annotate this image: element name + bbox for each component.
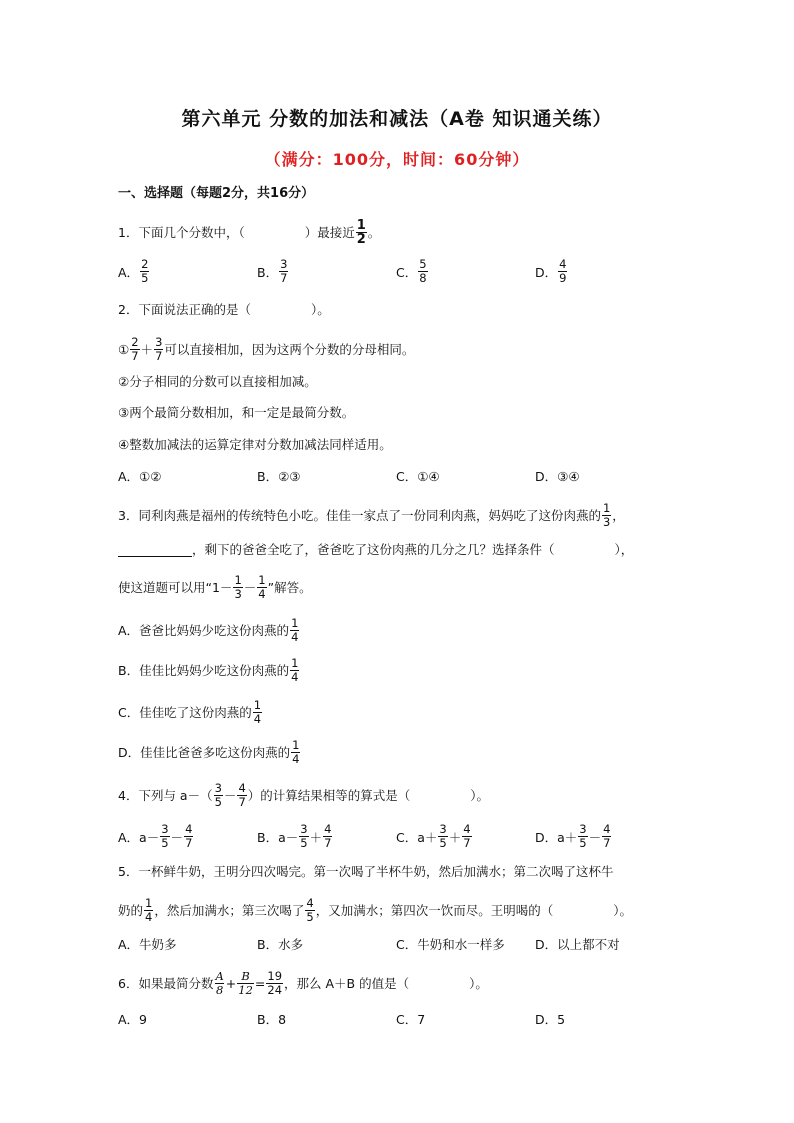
q6-option-a: A．9 xyxy=(118,1012,148,1027)
q1-option-d: D． $\frac{4}{9}$ xyxy=(535,257,567,285)
q2-option-a: A．①② xyxy=(118,469,162,484)
question-3-line-1: 3．同利肉燕是福州的传统特色小吃。佳佳一家点了一份同利肉燕，妈妈吃了这份肉燕的 $\frac{1}{3}$ ， xyxy=(118,501,625,529)
question-2-stem: 2．下面说法正确的是（ ）。 xyxy=(118,302,330,317)
question-6-stem: 6．如果最简分数 $\frac{A}{8}$ + $\frac{B}{12}$ = $\frac{19}{24}$ ，那么 A＋B 的值是（ ）。 xyxy=(118,969,488,997)
q2-statement-3: ③两个最简分数相加，和一定是最简分数。 xyxy=(118,405,355,420)
q3-option-d: D．佳佳比爸爸多吃这份肉燕的 $\frac{1}{4}$ xyxy=(118,738,300,766)
answer-underline xyxy=(118,544,192,557)
q2-statement-4: ④整数加减法的运算定律对分数加减法同样适用。 xyxy=(118,437,392,452)
q2-statement-2: ②分子相同的分数可以直接相加减。 xyxy=(118,374,317,389)
q4-option-c: C．a＋ $\frac{3}{5}$ ＋ $\frac{4}{7}$ xyxy=(396,822,471,850)
q6-option-b: B．8 xyxy=(257,1012,287,1027)
question-4-stem: 4．下列与 a－（ $\frac{3}{5}$ － $\frac{4}{7}$ ）的计算结果相等的算式是（ ）。 xyxy=(118,781,490,809)
q3-option-c: C．佳佳吃了这份肉燕的 $\frac{1}{4}$ xyxy=(118,698,262,726)
section-heading: 一、选择题（每题2分，共16分） xyxy=(118,186,315,201)
q4-option-a: A．a－ $\frac{3}{5}$ － $\frac{4}{7}$ xyxy=(118,822,193,850)
question-3-line-3: 使这道题可以用“1－ $\frac{1}{3}$ － $\frac{1}{4}$ ”解答。 xyxy=(118,573,312,601)
q3-option-a: A．爸爸比妈妈少吃这份肉燕的 $\frac{1}{4}$ xyxy=(118,616,299,644)
q4-option-b: B．a－ $\frac{3}{5}$ ＋ $\frac{4}{7}$ xyxy=(257,822,332,850)
q2-option-b: B．②③ xyxy=(257,469,301,484)
q2-option-c: C．①④ xyxy=(396,469,440,484)
fraction-one-half: $\frac{1}{2}$ xyxy=(356,218,366,247)
q5-option-a: A．牛奶多 xyxy=(118,937,177,952)
question-5-line-2: 奶的 $\frac{1}{4}$ ，然后加满水；第三次喝了 $\frac{4}{5}$ ，又加满水；第四次一饮而尽。王明喝的（ ）。 xyxy=(118,896,632,924)
page-title: 第六单元 分数的加法和减法（A卷 知识通关练） xyxy=(181,108,613,130)
q1-option-b: B． $\frac{3}{7}$ xyxy=(257,257,288,285)
q1-option-a: A． $\frac{2}{5}$ xyxy=(118,257,149,285)
q5-option-c: C．牛奶和水一样多 xyxy=(396,937,505,952)
question-5-line-1: 5．一杯鲜牛奶，王明分四次喝完。第一次喝了半杯牛奶，然后加满水；第二次喝了这杯牛 xyxy=(118,864,614,879)
q1-option-c: C． $\frac{5}{8}$ xyxy=(396,257,427,285)
score-time-subtitle: （满分：100分，时间：60分钟） xyxy=(264,150,530,169)
q5-option-d: D．以上都不对 xyxy=(535,937,620,952)
question-3-line-2: ，剩下的爸爸全吃了，爸爸吃了这份肉燕的几分之几？选择条件（ ）， xyxy=(118,540,633,560)
question-1-stem: 1．下面几个分数中，（ ）最接近 $\frac{1}{2}$ 。 xyxy=(118,218,381,247)
q4-option-d: D．a＋ $\frac{3}{5}$ － $\frac{4}{7}$ xyxy=(535,822,611,850)
q2-statement-1: ① $\frac{2}{7}$ ＋ $\frac{3}{7}$ 可以直接相加，因为这两个分数的分母相同。 xyxy=(118,335,415,363)
q2-option-d: D．③④ xyxy=(535,469,580,484)
q5-option-b: B．水多 xyxy=(257,937,304,952)
q3-option-b: B．佳佳比妈妈少吃这份肉燕的 $\frac{1}{4}$ xyxy=(118,656,299,684)
q6-option-c: C．7 xyxy=(396,1012,426,1027)
q6-option-d: D．5 xyxy=(535,1012,566,1027)
